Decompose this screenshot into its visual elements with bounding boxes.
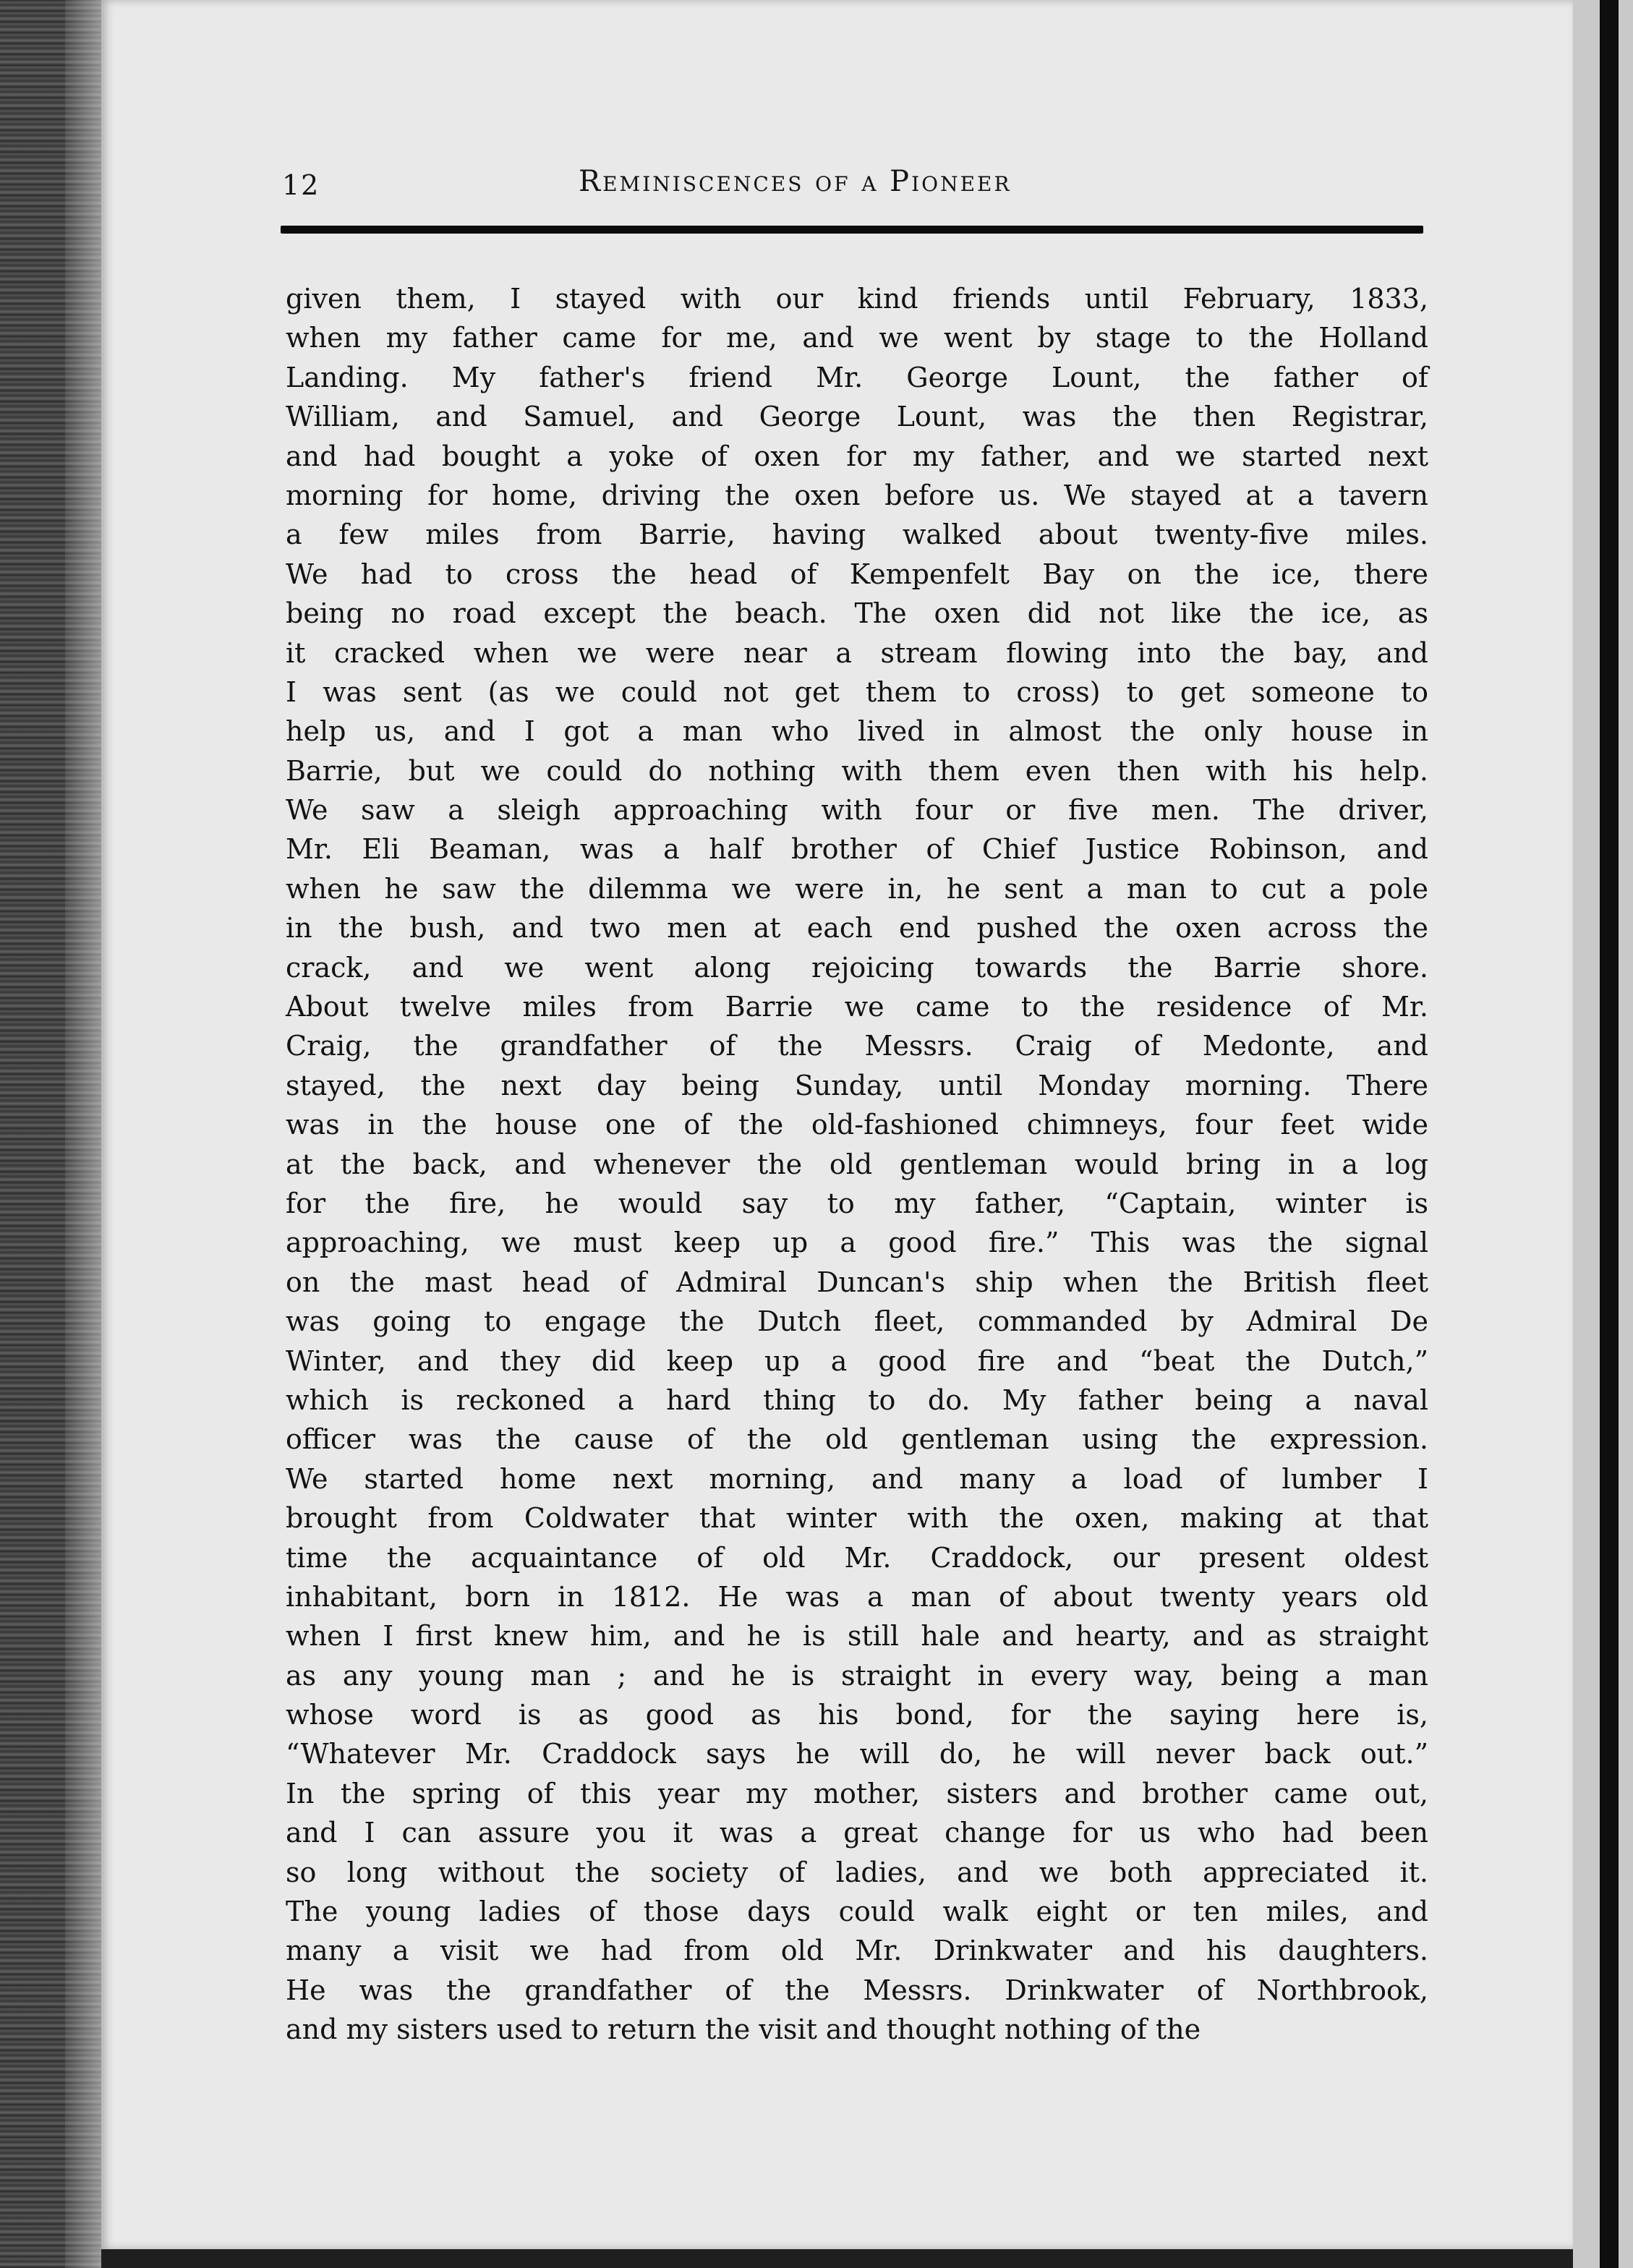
scanner-edge-bar <box>1600 0 1619 2268</box>
text-line: whose word is as good as his bond, for the saying here is, <box>286 1699 1428 1731</box>
text-line: and had bought a yoke of oxen for my father, and we started next <box>286 440 1428 472</box>
text-line: Winter, and they did keep up a good fire and “beat the Dutch,” <box>286 1344 1428 1377</box>
text-line: given them, I stayed with our kind friends until February, 1833, <box>286 283 1428 315</box>
text-line: We started home next morning, and many a load of lumber I <box>286 1462 1428 1495</box>
body-text <box>286 279 1443 2050</box>
running-head <box>282 165 1425 208</box>
text-line: William, and Samuel, and George Lount, was the then Registrar, <box>286 401 1428 433</box>
text-line: “Whatever Mr. Craddock says he will do, he will never back out.” <box>286 1738 1428 1770</box>
text-line: We saw a sleigh approaching with four or five men. The driver, <box>286 794 1428 827</box>
text-line: it cracked when we were near a stream flowing into the bay, and <box>286 636 1428 669</box>
text-line: Landing. My father's friend Mr. George Lount, the father of <box>286 361 1428 393</box>
text-line: when he saw the dilemma we were in, he sent a man to cut a pole <box>286 872 1428 905</box>
text-line: Mr. Eli Beaman, was a half brother of Chief Justice Robinson, and <box>286 833 1428 866</box>
running-title: Reminiscences of a Pioneer <box>579 165 1012 198</box>
text-line: and I can assure you it was a great change for us who had been <box>286 1817 1428 1849</box>
text-line: He was the grandfather of the Messrs. Drinkwater of Northbrook, <box>286 1974 1428 2006</box>
text-line: officer was the cause of the old gentleman using the expression. <box>286 1423 1428 1456</box>
text-line: I was sent (as we could not get them to cross) to get someone to <box>286 675 1428 708</box>
text-line: was in the house one of the old-fashioned chimneys, four feet wide <box>286 1109 1428 1141</box>
text-line: Barrie, but we could do nothing with them even then with his help. <box>286 754 1428 787</box>
text-line: Craig, the grandfather of the Messrs. Craig of Medonte, and <box>286 1030 1428 1062</box>
text-line: a few miles from Barrie, having walked about twenty-five miles. <box>286 519 1428 551</box>
text-line: being no road except the beach. The oxen did not like the ice, as <box>286 597 1428 630</box>
text-line: for the fire, he would say to my father, “Captain, winter is <box>286 1187 1428 1219</box>
text-line: when my father came for me, and we went by stage to the Holland <box>286 322 1428 354</box>
header-rule <box>281 226 1423 234</box>
text-line: which is reckoned a hard thing to do. My father being a naval <box>286 1384 1428 1416</box>
text-line: About twelve miles from Barrie we came to the residence of Mr. <box>286 991 1428 1023</box>
text-line: many a visit we had from old Mr. Drinkwater and his daughters. <box>286 1935 1428 1967</box>
text-line: inhabitant, born in 1812. He was a man of about twenty years old <box>286 1580 1428 1613</box>
text-line: help us, and I got a man who lived in almost the only house in <box>286 715 1428 748</box>
text-line: so long without the society of ladies, and we both appreciated it. <box>286 1856 1428 1888</box>
page-number: 12 <box>282 169 320 201</box>
text-line: as any young man ; and he is straight in every way, being a man <box>286 1659 1428 1692</box>
text-line: approaching, we must keep up a good fire.” This was the signal <box>286 1227 1428 1259</box>
text-line: brought from Coldwater that winter with the oxen, making at that <box>286 1502 1428 1535</box>
text-line: and my sisters used to return the visit and thought nothing of the <box>286 2013 1201 2046</box>
text-line: crack, and we went along rejoicing towards the Barrie shore. <box>286 951 1428 984</box>
text-line: at the back, and whenever the old gentleman would bring in a log <box>286 1148 1428 1180</box>
text-line: on the mast head of Admiral Duncan's ship when the British fleet <box>286 1266 1428 1298</box>
text-line: in the bush, and two men at each end pushed the oxen across the <box>286 912 1428 945</box>
text-line: time the acquaintance of old Mr. Craddock, our present oldest <box>286 1541 1428 1574</box>
text-line: We had to cross the head of Kempenfelt Bay on the ice, there <box>286 558 1428 590</box>
text-line: stayed, the next day being Sunday, until Monday morning. There <box>286 1069 1428 1101</box>
text-line: when I first knew him, and he is still hale and hearty, and as straight <box>286 1620 1428 1653</box>
text-line: The young ladies of those days could walk eight or ten miles, and <box>286 1896 1428 1928</box>
text-line: morning for home, driving the oxen before us. We stayed at a tavern <box>286 479 1428 511</box>
bottom-edge-strip <box>101 2249 1573 2268</box>
text-line: was going to engage the Dutch fleet, commanded by Admiral De <box>286 1305 1428 1338</box>
text-line: In the spring of this year my mother, sisters and brother came out, <box>286 1777 1428 1809</box>
